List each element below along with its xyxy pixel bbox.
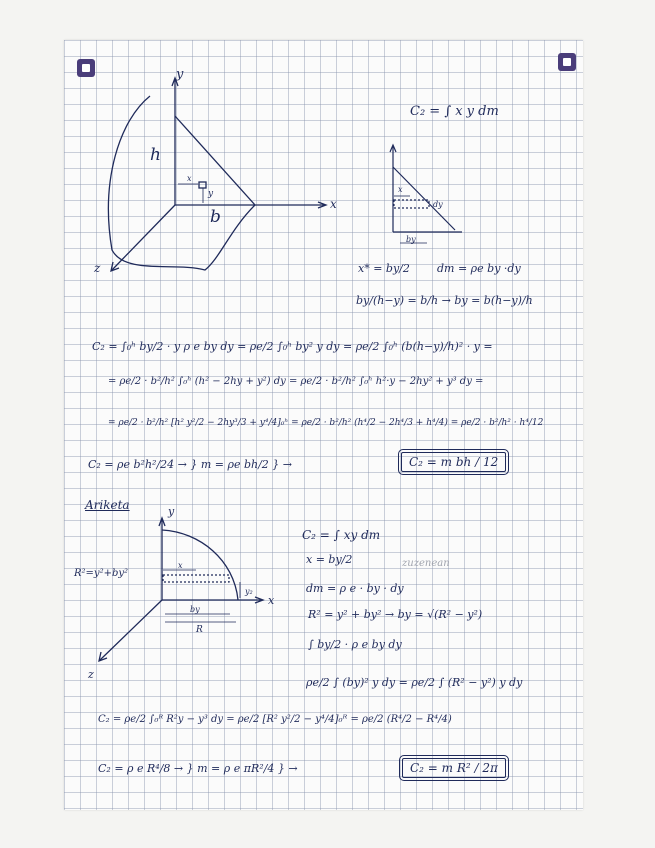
result-box-quarter-circle: C₂ = m R² / 2π <box>402 758 506 778</box>
base-label: b <box>210 207 221 227</box>
eq2-note: zuzenean <box>402 558 450 569</box>
eq-dm: dm = ρe by ·dy <box>437 262 521 275</box>
eq2-centroid-x: x = by/2 <box>306 553 353 566</box>
strip-x-label: x <box>398 185 403 194</box>
eq-derivation-line-4: C₂ = ρe b²h²/24 → } m = ρe bh/2 } → <box>88 458 293 471</box>
strip-by-label: by <box>406 235 416 244</box>
height-label: h <box>150 145 161 165</box>
eq-derivation-line-2: = ρe/2 · b²/h² ∫₀ʰ (h² − 2hy + y²) dy = ρe/2 · b²/h² ∫₀ʰ h²·y − 2hy² + y³ dy = <box>108 376 484 387</box>
eq-derivation-line-3: = ρe/2 · b²/h² [h² y²/2 − 2hy³/3 + y⁴/4]₀ʰ = ρe/2 · b²/h² (h⁴/2 − 2h⁴/3 + h⁴/4) = ρe/2 · b²/h² · h⁴/12 <box>108 418 544 428</box>
axis-z-label-2: z <box>88 668 94 681</box>
eq2-derivation-line-4: C₂ = ρ e R⁴/8 → } m = ρ e πR²/4 } → <box>98 762 298 775</box>
eq2-integral: ∫ by/2 · ρ e by dy <box>308 638 402 651</box>
section-title-ariketa: Ariketa <box>85 498 130 512</box>
by-label: by <box>190 605 200 614</box>
eq2-dm: dm = ρ e · by · dy <box>306 582 404 595</box>
eq2-moment-definition: C₂ = ∫ xy dm <box>302 528 381 542</box>
result-box-triangle: C₂ = m bh / 12 <box>401 452 506 472</box>
radius-label: R <box>196 625 203 635</box>
y-offset-label: y₂ <box>245 587 253 596</box>
eq-moment-definition: C₂ = ∫ x y dm <box>410 104 499 119</box>
eq2-derivation-line-2: ρe/2 ∫ (by)² y dy = ρe/2 ∫ (R² − y²) y dy <box>306 676 523 689</box>
element-x-label: x <box>187 174 192 183</box>
strip-dy-label: dy <box>433 200 443 209</box>
axis-y-label-2: y <box>168 505 175 518</box>
axis-y-label: y <box>176 67 184 82</box>
eq2-derivation-line-3: C₂ = ρe/2 ∫₀ᴿ R²y − y³ dy = ρe/2 [R² y²/2 − y⁴/4]₀ᴿ = ρe/2 (R⁴/2 − R⁴/4) <box>98 714 452 725</box>
element-x-label-2: x <box>178 561 183 570</box>
axis-z-label: z <box>94 261 101 275</box>
axis-x-label-2: x <box>268 594 275 607</box>
eq-centroid-x: x* = by/2 <box>358 262 410 275</box>
element-y-label: y <box>208 189 214 199</box>
eq2-radius-relation: R² = y² + by² → by = √(R² − y²) <box>308 608 483 621</box>
eq-similar-triangles: by/(h−y) = b/h → by = b(h−y)/h <box>356 294 533 307</box>
eq-derivation-line-1: C₂ = ∫₀ʰ by/2 · y ρ e by dy = ρe/2 ∫₀ʰ by² y dy = ρe/2 ∫₀ʰ (b(h−y)/h)² · y = <box>92 340 493 353</box>
axis-x-label: x <box>330 197 337 211</box>
circle-equation: R²=y²+by² <box>74 568 129 579</box>
